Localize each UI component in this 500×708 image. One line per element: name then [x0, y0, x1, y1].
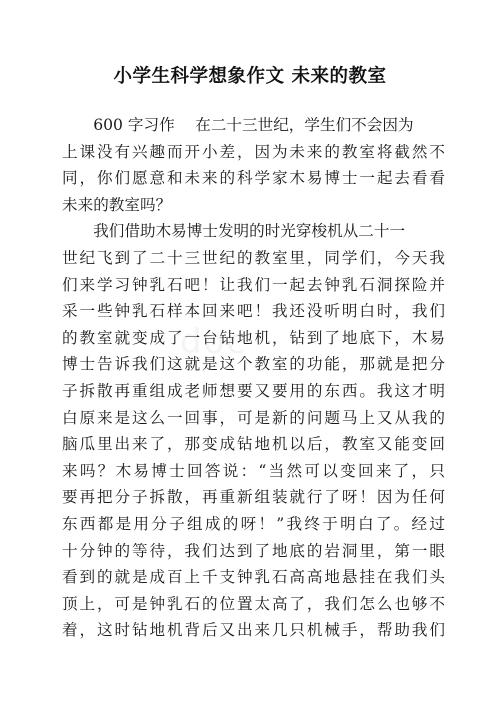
- essay-line: 上课没有兴趣而开小差，因为未来的教室将截然不: [62, 142, 445, 161]
- essay-line: 采一些钟乳石样本回来吧！我还没听明白时，我们: [62, 302, 445, 321]
- essay-line: 我们借助木易博士发明的时光穿梭机从二十一: [62, 222, 406, 241]
- essay-line: 子拆散再重组成老师想要又要用的东西。我这才明: [62, 381, 445, 400]
- essay-line: 博士告诉我们这就是这个教室的功能，那就是把分: [62, 355, 445, 374]
- essay-line: 的教室就变成了一台钻地机，钻到了地底下，木易: [62, 328, 445, 347]
- essay-body: [62, 112, 445, 644]
- essay-line: 着，这时钻地机背后又出来几只机械手，帮助我们: [62, 621, 445, 640]
- essay-line: 600 字习作 在二十三世纪，学生们不会因为: [62, 116, 414, 134]
- essay-line: 来吗？木易博士回答说：“当然可以变回来了，只: [62, 461, 445, 480]
- essay-line: 脑瓜里出来了，那变成钻地机以后，教室又能变回: [62, 435, 445, 454]
- essay-line: 十分钟的等待，我们达到了地底的岩洞里，第一眼: [62, 541, 445, 560]
- essay-line: 未来的教室吗？: [62, 195, 172, 214]
- essay-line: 东西都是用分子组成的呀！”我终于明白了。经过: [62, 514, 445, 533]
- essay-line: 白原来是这么一回事，可是新的问题马上又从我的: [62, 408, 445, 427]
- essay-line: 世纪飞到了二十三世纪的教室里，同学们，今天我: [62, 248, 445, 267]
- essay-line: 要再把分子拆散，再重新组装就行了呀！因为任何: [62, 488, 445, 507]
- document-title: 小学生科学想象作文 未来的教室: [113, 66, 387, 87]
- essay-line: 看到的就是成百上千支钟乳石高高地悬挂在我们头: [62, 568, 445, 587]
- essay-line: 们来学习钟乳石吧！让我们一起去钟乳石洞探险并: [62, 275, 445, 294]
- essay-line: 同，你们愿意和未来的科学家木易博士一起去看看: [62, 169, 445, 188]
- essay-line: 顶上，可是钟乳石的位置太高了，我们怎么也够不: [62, 594, 445, 613]
